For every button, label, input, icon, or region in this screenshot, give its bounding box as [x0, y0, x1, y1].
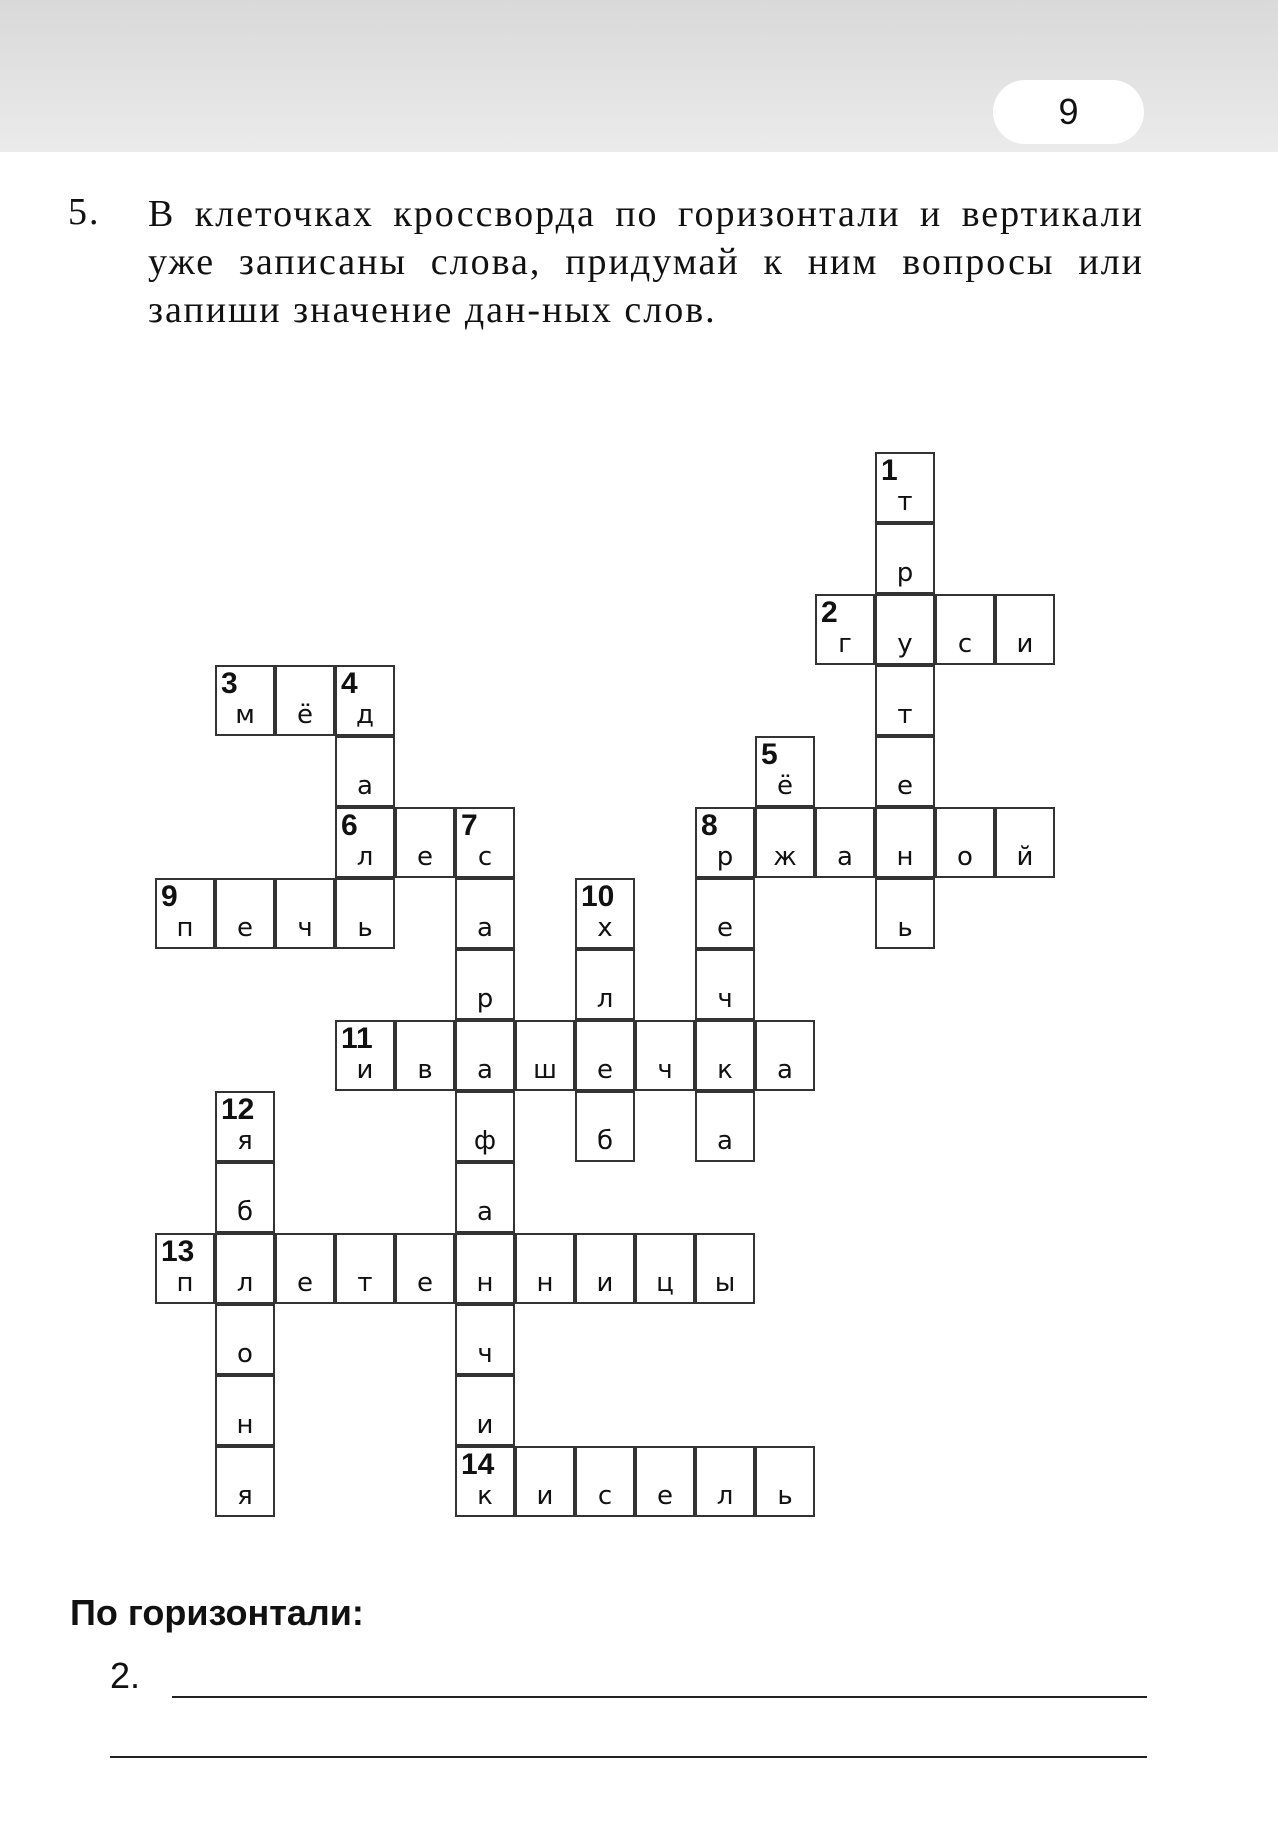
crossword-cell[interactable] [335, 736, 395, 807]
crossword-cell[interactable] [695, 1233, 755, 1304]
cell-letter: ф [473, 1126, 497, 1156]
crossword-cell[interactable] [455, 1304, 515, 1375]
cell-letter: д [356, 700, 374, 730]
clue-number: 6 [341, 809, 358, 842]
crossword-cell[interactable] [215, 1091, 275, 1162]
cell-letter: е [297, 1268, 313, 1298]
cell-letter: ш [533, 1055, 557, 1085]
clue-number: 10 [581, 880, 615, 913]
answer-line[interactable] [110, 1756, 1147, 1758]
crossword-cell[interactable] [995, 594, 1055, 665]
cell-letter: ч [657, 1055, 673, 1085]
crossword-cell[interactable] [935, 807, 995, 878]
crossword-cell[interactable] [815, 594, 875, 665]
crossword-cell[interactable] [275, 878, 335, 949]
cell-letter: а [717, 1126, 733, 1156]
crossword-cell[interactable] [455, 1233, 515, 1304]
cell-letter: е [417, 842, 433, 872]
crossword-cell[interactable] [455, 1375, 515, 1446]
task-number: 5. [68, 191, 101, 233]
crossword-cell[interactable] [575, 1020, 635, 1091]
crossword-cell[interactable] [875, 665, 935, 736]
cell-letter: е [237, 913, 253, 943]
cell-letter: н [896, 842, 914, 872]
crossword-cell[interactable] [575, 878, 635, 949]
cell-letter: ч [717, 984, 733, 1014]
crossword-cell[interactable] [335, 1233, 395, 1304]
crossword-cell[interactable] [755, 1446, 815, 1517]
cell-letter: о [237, 1339, 253, 1369]
crossword-cell[interactable] [155, 878, 215, 949]
cell-letter: м [235, 700, 255, 730]
cell-letter: я [237, 1126, 253, 1156]
crossword-cell[interactable] [875, 807, 935, 878]
clue-number: 12 [221, 1093, 255, 1126]
cell-letter: и [1016, 629, 1034, 659]
crossword-cell[interactable] [575, 1091, 635, 1162]
cell-letter: л [236, 1268, 254, 1298]
crossword-cell[interactable] [215, 1304, 275, 1375]
cell-letter: ц [656, 1268, 674, 1298]
cell-letter: б [236, 1197, 254, 1227]
crossword-cell[interactable] [215, 1233, 275, 1304]
crossword-cell[interactable] [455, 807, 515, 878]
cell-letter: и [356, 1055, 374, 1085]
cell-letter: й [1016, 842, 1034, 872]
crossword-cell[interactable] [155, 1233, 215, 1304]
cell-letter: л [356, 842, 374, 872]
crossword-cell[interactable] [275, 665, 335, 736]
crossword-cell[interactable] [875, 594, 935, 665]
crossword-cell[interactable] [755, 736, 815, 807]
crossword-cell[interactable] [575, 949, 635, 1020]
clue-number: 7 [461, 809, 478, 842]
crossword-cell[interactable] [455, 1446, 515, 1517]
cell-letter: р [896, 558, 914, 588]
crossword-cell[interactable] [455, 1162, 515, 1233]
crossword-cell[interactable] [635, 1446, 695, 1517]
clue-number: 1 [881, 454, 898, 487]
clue-number: 14 [461, 1448, 495, 1481]
cell-letter: ь [357, 913, 373, 943]
cell-letter: е [597, 1055, 613, 1085]
page-number: 9 [993, 80, 1144, 144]
cell-letter: а [477, 1055, 493, 1085]
cell-letter: у [897, 629, 913, 659]
cell-letter: ч [477, 1339, 493, 1369]
cell-letter: ь [777, 1481, 793, 1511]
cell-letter: а [477, 1197, 493, 1227]
crossword-cell[interactable] [215, 1162, 275, 1233]
cell-letter: т [897, 700, 913, 730]
crossword-cell[interactable] [335, 878, 395, 949]
crossword-cell[interactable] [515, 1446, 575, 1517]
crossword-cell[interactable] [635, 1020, 695, 1091]
crossword-cell[interactable] [755, 807, 815, 878]
cell-letter: л [716, 1481, 734, 1511]
crossword-cell[interactable] [695, 949, 755, 1020]
crossword-cell[interactable] [695, 1020, 755, 1091]
clue-number: 11 [341, 1022, 373, 1055]
clue-number: 8 [701, 809, 718, 842]
cell-letter: е [897, 771, 913, 801]
cell-letter: с [957, 629, 973, 659]
crossword-cell[interactable] [455, 1020, 515, 1091]
cell-letter: ч [297, 913, 313, 943]
crossword-cell[interactable] [335, 665, 395, 736]
crossword-cell[interactable] [695, 807, 755, 878]
across-heading: По горизонтали: [70, 1592, 364, 1633]
cell-letter: с [477, 842, 493, 872]
cell-letter: ы [714, 1268, 736, 1298]
crossword-cell[interactable] [395, 807, 455, 878]
cell-letter: и [536, 1481, 554, 1511]
cell-letter: и [476, 1410, 494, 1440]
clue-number: 2 [821, 596, 838, 629]
cell-letter: я [237, 1481, 253, 1511]
crossword-cell[interactable] [335, 807, 395, 878]
crossword-cell[interactable] [935, 594, 995, 665]
crossword-cell[interactable] [455, 949, 515, 1020]
cell-letter: ё [777, 771, 793, 801]
crossword-cell[interactable] [875, 736, 935, 807]
crossword-cell[interactable] [875, 878, 935, 949]
crossword-cell[interactable] [215, 1375, 275, 1446]
cell-letter: а [777, 1055, 793, 1085]
crossword-cell[interactable] [575, 1446, 635, 1517]
cell-letter: ё [297, 700, 313, 730]
cell-letter: б [596, 1126, 614, 1156]
cell-letter: е [417, 1268, 433, 1298]
crossword-cell[interactable] [455, 878, 515, 949]
crossword-cell[interactable] [695, 1446, 755, 1517]
cell-letter: е [717, 913, 733, 943]
crossword-cell[interactable] [575, 1233, 635, 1304]
answer-line[interactable] [172, 1696, 1147, 1698]
answer-item-label: 2. [110, 1655, 141, 1696]
cell-letter: р [716, 842, 734, 872]
clue-number: 3 [221, 667, 238, 700]
cell-letter: л [596, 984, 614, 1014]
cell-letter: н [236, 1410, 254, 1440]
cell-letter: а [837, 842, 853, 872]
cell-letter: т [357, 1268, 373, 1298]
crossword-cell[interactable] [695, 1091, 755, 1162]
crossword-cell[interactable] [395, 1233, 455, 1304]
cell-letter: а [357, 771, 373, 801]
crossword-cell[interactable] [635, 1233, 695, 1304]
crossword-cell[interactable] [515, 1020, 575, 1091]
cell-letter: к [717, 1055, 733, 1085]
cell-letter: п [176, 1268, 194, 1298]
clue-number: 5 [761, 738, 778, 771]
cell-letter: н [476, 1268, 494, 1298]
cell-letter: и [596, 1268, 614, 1298]
crossword-cell[interactable] [215, 665, 275, 736]
crossword-cell[interactable] [515, 1233, 575, 1304]
task-instructions: В клеточках кроссворда по горизонтали и вертикали уже записаны слова, придумай к ним вопросы или запиши значение дан-ных слов. [148, 193, 1144, 331]
crossword-cell[interactable] [755, 1020, 815, 1091]
cell-letter: е [657, 1481, 673, 1511]
crossword-cell[interactable] [215, 878, 275, 949]
cell-letter: в [417, 1055, 433, 1085]
crossword-cell[interactable] [875, 452, 935, 523]
crossword-cell[interactable] [875, 523, 935, 594]
cell-letter: о [957, 842, 973, 872]
crossword-cell[interactable] [335, 1020, 395, 1091]
clue-number: 13 [161, 1235, 195, 1268]
cell-letter: х [597, 913, 613, 943]
cell-letter: т [897, 487, 913, 517]
cell-letter: п [176, 913, 194, 943]
cell-letter: ж [773, 842, 797, 872]
crossword-cell[interactable] [695, 878, 755, 949]
clue-number: 9 [161, 880, 178, 913]
cell-letter: а [477, 913, 493, 943]
crossword-cell[interactable] [215, 1446, 275, 1517]
clue-number: 4 [341, 667, 358, 700]
crossword-cell[interactable] [395, 1020, 455, 1091]
crossword-cell[interactable] [815, 807, 875, 878]
cell-letter: р [476, 984, 494, 1014]
cell-letter: г [838, 629, 852, 659]
cell-letter: н [536, 1268, 554, 1298]
crossword-cell[interactable] [995, 807, 1055, 878]
crossword-cell[interactable] [455, 1091, 515, 1162]
cell-letter: к [477, 1481, 493, 1511]
cell-letter: ь [897, 913, 913, 943]
crossword-cell[interactable] [275, 1233, 335, 1304]
cell-letter: с [597, 1481, 613, 1511]
